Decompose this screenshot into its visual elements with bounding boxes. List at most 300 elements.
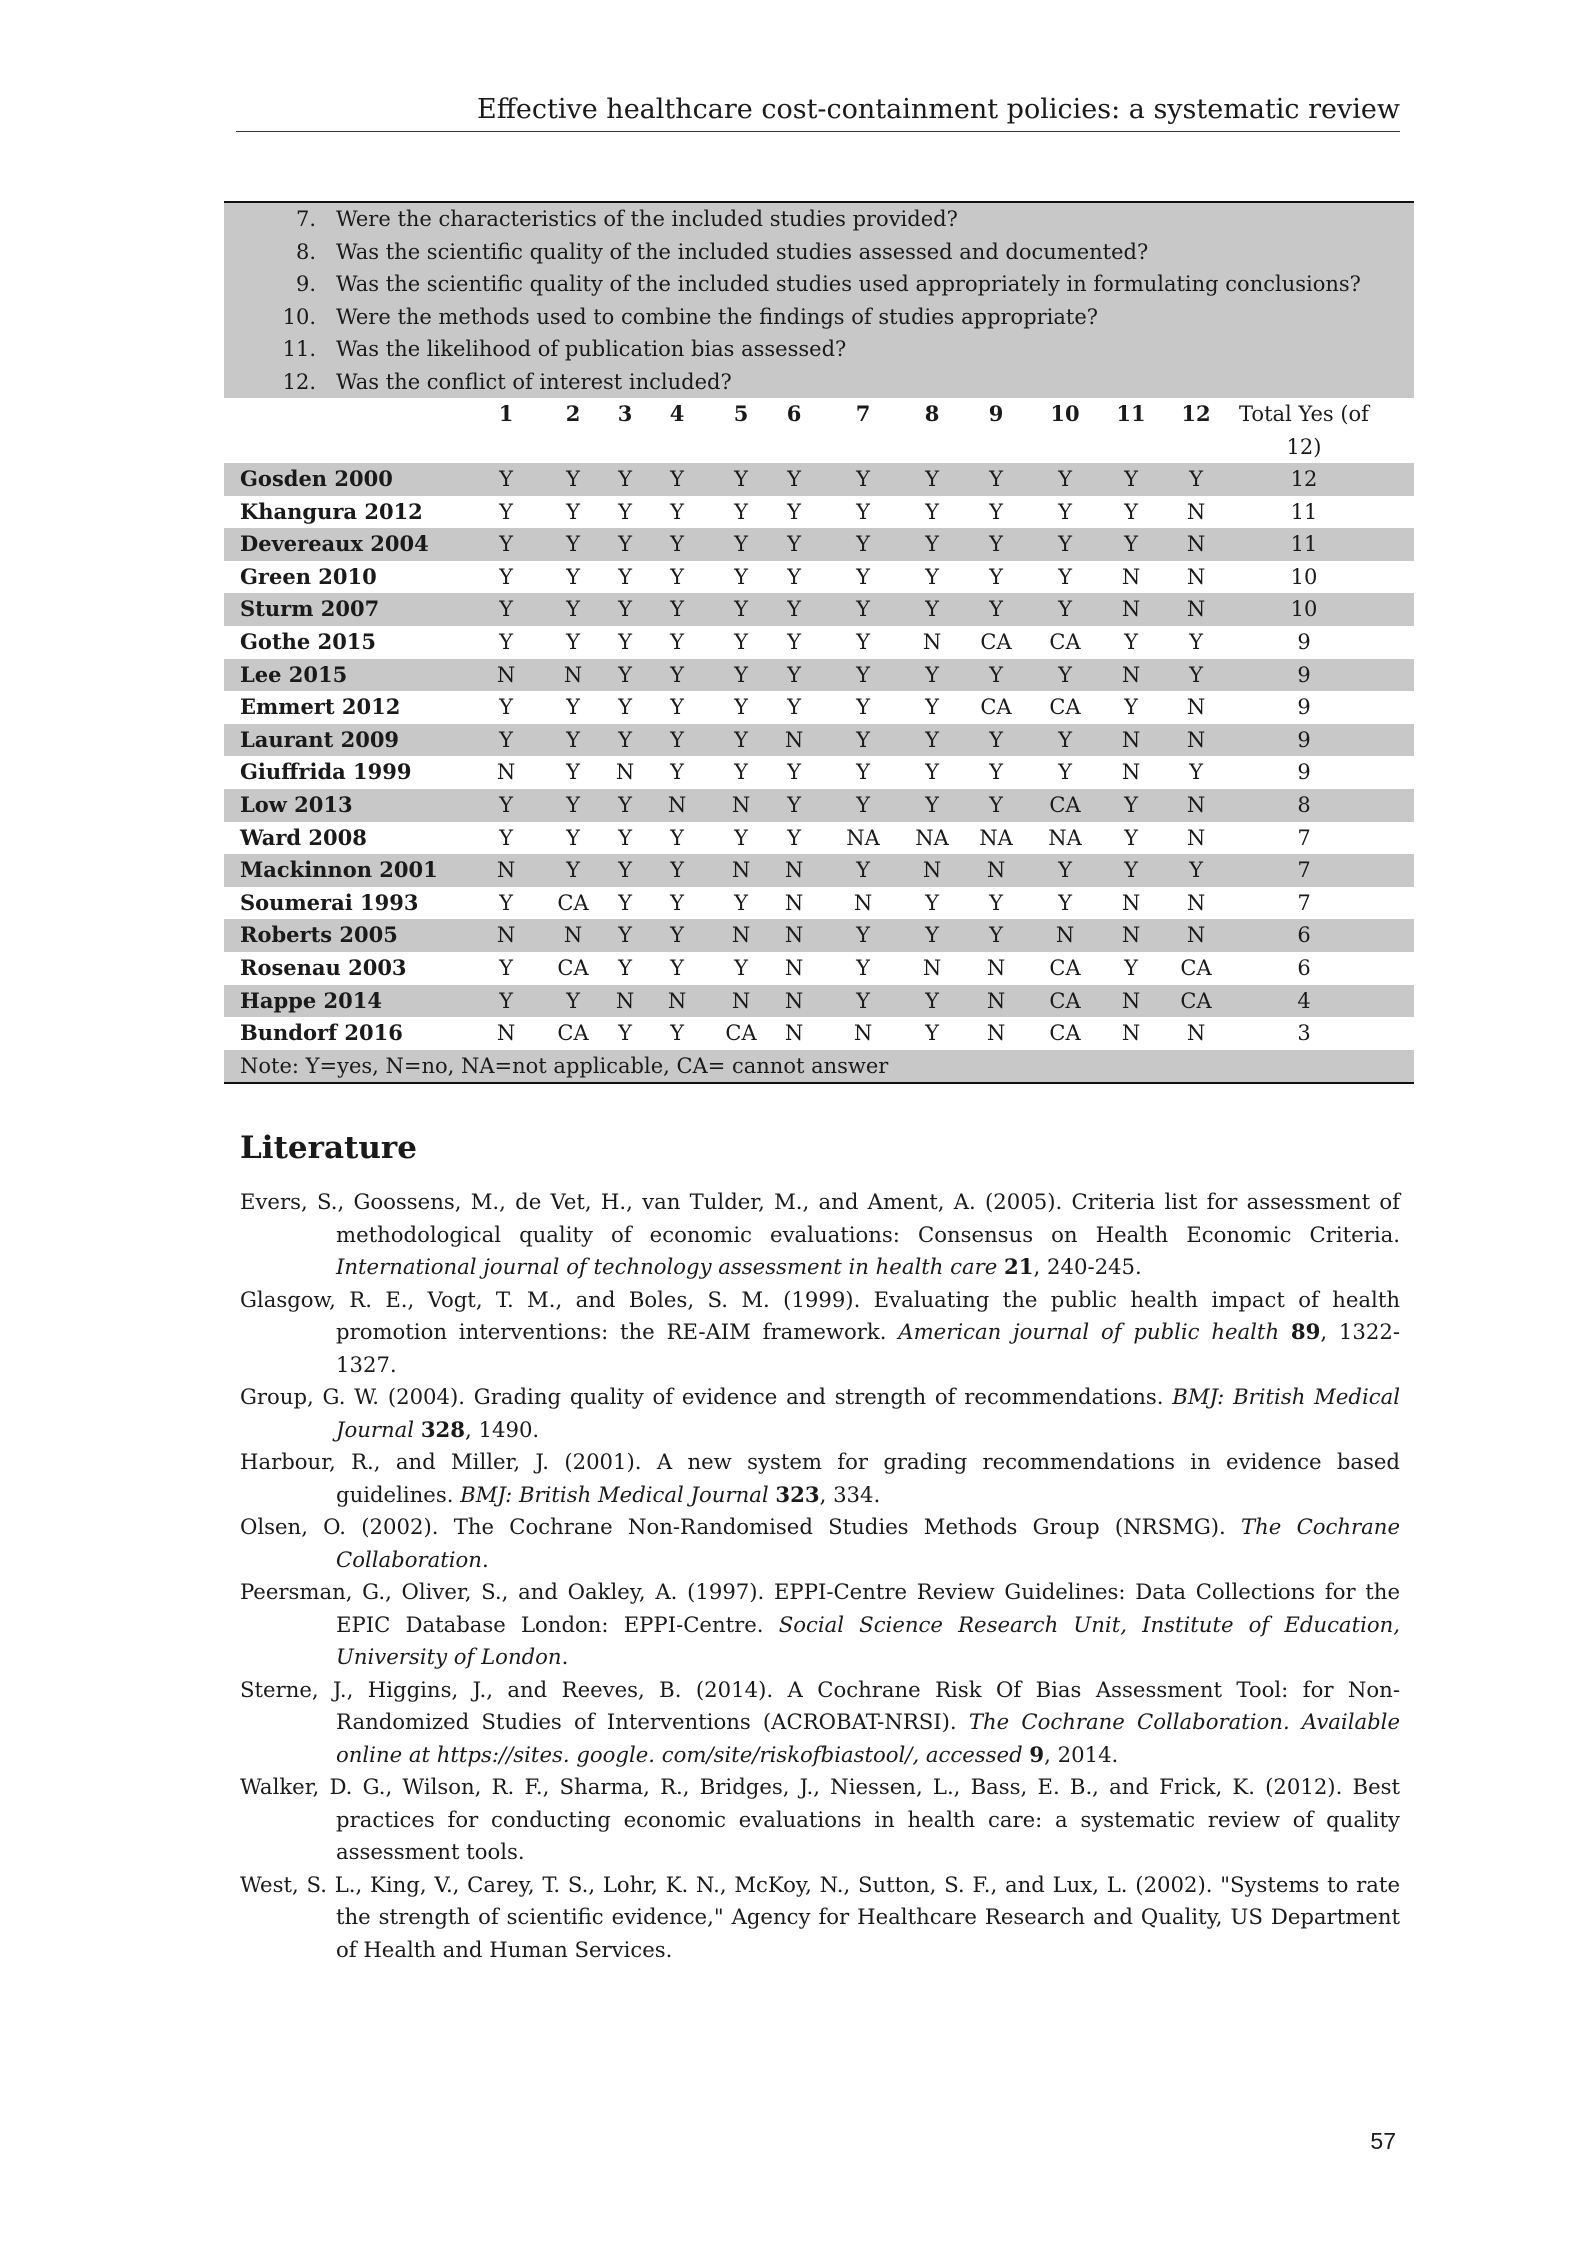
criterion-cell: Y [734, 727, 748, 752]
criterion-cell: Y [1124, 629, 1138, 654]
study-name: Rosenau 2003 [240, 954, 407, 980]
reference-item [240, 1446, 1400, 1511]
criterion-cell: Y [787, 825, 801, 850]
criterion-cell: Y [1124, 467, 1138, 491]
criterion-cell: Y [618, 467, 632, 491]
criterion-cell: N [853, 1021, 873, 1046]
criterion-cell: CA [557, 890, 589, 915]
criterion-cell: Y [787, 662, 801, 687]
column-header-10: 10 [1050, 401, 1080, 426]
reference-text: BMJ: British Medical Journal [336, 1384, 1400, 1442]
reference-text: , 1490. [465, 1416, 540, 1442]
criterion-cell: N [1186, 564, 1206, 589]
criterion-cell: Y [734, 760, 748, 785]
study-name: Gothe 2015 [240, 628, 377, 654]
criterion-cell: Y [925, 988, 939, 1013]
criterion-cell: N [1121, 727, 1141, 752]
criterion-item [224, 203, 1414, 236]
reference-text: The Cochrane Collaboration [336, 1514, 1400, 1572]
criterion-cell: N [986, 955, 1006, 980]
criterion-cell: Y [856, 955, 870, 980]
column-header-9: 9 [988, 401, 1004, 426]
criterion-cell: Y [670, 727, 684, 752]
criterion-cell: CA [1049, 629, 1081, 654]
reference-text: Group, G. W. (2004). Grading quality of evidence and strength of recommendations. [240, 1384, 1173, 1409]
total-yes: 4 [1297, 988, 1311, 1013]
criterion-cell: Y [499, 467, 513, 491]
criterion-item [224, 366, 1414, 399]
criterion-cell: NA [1048, 825, 1082, 850]
criterion-cell: Y [856, 532, 870, 557]
table-row [224, 626, 1414, 659]
table-row [224, 593, 1414, 626]
total-yes: 7 [1297, 890, 1311, 915]
criterion-cell: Y [566, 499, 580, 524]
criterion-cell: Y [670, 467, 684, 491]
column-header-2: 2 [565, 401, 581, 426]
criterion-cell: N [1121, 923, 1141, 948]
total-yes: 6 [1297, 923, 1311, 948]
reference-text: 328 [420, 1416, 466, 1442]
table-body [224, 463, 1414, 1050]
column-header-1: 1 [498, 401, 514, 426]
criterion-cell: Y [499, 890, 513, 915]
reference-text: 89 [1290, 1319, 1321, 1344]
reference-item [240, 1869, 1400, 1967]
criterion-cell: Y [618, 792, 632, 817]
total-yes: 10 [1290, 564, 1318, 589]
criterion-cell: Y [925, 662, 939, 687]
total-yes: 9 [1297, 695, 1311, 720]
criterion-cell: Y [618, 695, 632, 720]
criterion-cell: N [784, 988, 804, 1013]
criterion-cell: Y [787, 629, 801, 654]
criterion-cell: CA [557, 955, 589, 980]
reference-text: Evers, S., Goossens, M., de Vet, H., van Tulder, M., and Ament, A. (2005). Criteria list for assessment of methodological quality of economic evaluations: Consensus on Health Economic Criteria. [240, 1189, 1400, 1247]
criterion-cell: N [1121, 890, 1141, 915]
study-name: Mackinnon 2001 [240, 857, 438, 883]
criterion-cell: Y [734, 532, 748, 557]
criterion-cell: Y [618, 629, 632, 654]
criterion-cell: Y [499, 629, 513, 654]
criterion-cell: Y [925, 467, 939, 491]
reference-text: . [561, 1644, 569, 1669]
column-header-4: 4 [669, 401, 685, 426]
criterion-cell: N [784, 923, 804, 948]
column-header-5: 5 [733, 401, 749, 426]
criterion-cell: N [731, 858, 751, 883]
criterion-cell: CA [1180, 955, 1212, 980]
criterion-cell: Y [856, 499, 870, 524]
criterion-cell: Y [734, 955, 748, 980]
criterion-cell: N [784, 1021, 804, 1046]
column-header-6: 6 [786, 401, 802, 426]
reference-text: Sterne, J., Higgins, J., and Reeves, B. (2014). A Cochrane Risk Of Bias Assessment Tool: for Non-Randomized Studies of Interventions (ACROBAT-NRSI). [240, 1676, 1400, 1734]
criterion-cell: Y [1058, 467, 1072, 491]
study-name: Laurant 2009 [240, 726, 400, 752]
criterion-cell: Y [566, 727, 580, 752]
criterion-cell: Y [566, 467, 580, 491]
criterion-number: 11. [282, 337, 316, 361]
criterion-cell: CA [1049, 1021, 1081, 1046]
criterion-cell: Y [566, 629, 580, 654]
reference-text: American journal of public health [898, 1319, 1291, 1344]
table-row [224, 854, 1414, 887]
criterion-cell: CA [725, 1021, 757, 1046]
criterion-cell: Y [499, 564, 513, 589]
criterion-cell: N [784, 955, 804, 980]
criterion-cell: N [853, 890, 873, 915]
criterion-cell: N [1121, 1021, 1141, 1046]
criterion-cell: N [731, 923, 751, 948]
study-name: Giuffrida 1999 [240, 759, 412, 785]
criterion-cell: CA [1049, 792, 1081, 817]
criterion-cell: Y [670, 532, 684, 557]
criterion-cell: N [563, 923, 583, 948]
criterion-cell: Y [856, 467, 870, 491]
criterion-cell: N [731, 988, 751, 1013]
study-name: Roberts 2005 [240, 922, 398, 948]
study-name: Khangura 2012 [240, 498, 423, 524]
criterion-cell: Y [566, 564, 580, 589]
total-label-line2: 12) [1286, 434, 1322, 459]
total-yes: 7 [1297, 825, 1311, 850]
criterion-cell: Y [989, 662, 1003, 687]
criterion-cell: Y [1124, 695, 1138, 720]
criterion-cell: Y [856, 988, 870, 1013]
criterion-cell: Y [989, 532, 1003, 557]
criterion-cell: N [986, 988, 1006, 1013]
criterion-cell: Y [1058, 662, 1072, 687]
reference-text: , 334. [819, 1481, 881, 1507]
criterion-number: 7. [295, 207, 316, 231]
criterion-cell: Y [925, 532, 939, 557]
criterion-cell: Y [670, 890, 684, 915]
criterion-cell: CA [1049, 955, 1081, 980]
criterion-cell: Y [989, 499, 1003, 524]
criterion-cell: Y [1124, 792, 1138, 817]
table-row [224, 528, 1414, 561]
criterion-cell: Y [1058, 858, 1072, 883]
criterion-cell: Y [989, 597, 1003, 622]
criterion-cell: Y [670, 695, 684, 720]
study-name: Low 2013 [240, 791, 353, 817]
criterion-cell: Y [734, 629, 748, 654]
criterion-cell: Y [1189, 760, 1203, 785]
criterion-cell: Y [670, 499, 684, 524]
criterion-cell: Y [618, 858, 632, 883]
column-header-7: 7 [855, 401, 871, 426]
criterion-cell: Y [787, 532, 801, 557]
criterion-cell: N [1186, 923, 1206, 948]
study-name: Ward 2008 [240, 824, 367, 850]
criterion-cell: Y [856, 662, 870, 687]
reference-text: International journal of technology assessment in health care [336, 1254, 1005, 1279]
criterion-cell: Y [856, 597, 870, 622]
criterion-cell: NA [846, 825, 880, 850]
criterion-number: 12. [282, 369, 316, 394]
criterion-cell: Y [1189, 467, 1203, 491]
reference-item [240, 1381, 1400, 1446]
table-row [224, 1017, 1414, 1050]
criterion-cell: Y [566, 695, 580, 720]
criterion-cell: Y [670, 760, 684, 785]
reference-text: , 240-245. [1033, 1254, 1142, 1279]
criterion-cell: Y [1189, 662, 1203, 687]
criteria-list [224, 203, 1414, 398]
criterion-cell: N [1186, 597, 1206, 622]
criterion-cell: Y [618, 923, 632, 948]
reference-text: Social Science Research Unit, Institute of Education, University of London [336, 1611, 1400, 1669]
total-yes: 6 [1297, 955, 1311, 980]
criterion-cell: N [1055, 923, 1075, 948]
criterion-cell: Y [734, 695, 748, 720]
criterion-cell: N [1121, 597, 1141, 622]
criterion-cell: Y [566, 792, 580, 817]
criterion-cell: Y [734, 499, 748, 524]
criterion-cell: Y [925, 923, 939, 948]
criterion-cell: Y [989, 923, 1003, 948]
criterion-cell: Y [734, 564, 748, 589]
reference-text: 21 [1004, 1254, 1034, 1279]
criterion-cell: N [1186, 1021, 1206, 1046]
criterion-cell: Y [566, 858, 580, 883]
criterion-cell: Y [499, 532, 513, 557]
criterion-cell: Y [1058, 597, 1072, 622]
criterion-cell: Y [787, 499, 801, 524]
criterion-cell: Y [1189, 629, 1203, 654]
criterion-cell: N [1186, 499, 1206, 524]
criterion-cell: N [1186, 825, 1206, 850]
total-yes: 9 [1297, 727, 1311, 752]
criterion-cell: Y [787, 564, 801, 589]
table-row [224, 463, 1414, 496]
criterion-cell: Y [499, 597, 513, 622]
criterion-cell: Y [670, 564, 684, 589]
criterion-cell: Y [989, 727, 1003, 752]
study-name: Devereaux 2004 [240, 531, 429, 557]
criterion-cell: Y [925, 499, 939, 524]
criterion-cell: CA [557, 1021, 589, 1046]
reference-text: Olsen, O. (2002). The Cochrane Non-Randomised Studies Methods Group (NRSMG). [240, 1514, 1242, 1539]
criterion-cell: Y [989, 467, 1003, 491]
table-row [224, 952, 1414, 985]
reference-text: The Cochrane Collaboration. Available online at https://sites. google. com/site/riskofbiastool/, accessed [336, 1709, 1400, 1767]
criterion-cell: Y [1124, 858, 1138, 883]
literature-heading: Literature [240, 1130, 417, 1166]
criterion-cell: Y [499, 792, 513, 817]
criterion-cell: Y [499, 499, 513, 524]
reference-text: Walker, D. G., Wilson, R. F., Sharma, R., Bridges, J., Niessen, L., Bass, E. B., and Frick, K. (2012). Best practices for conducting economic evaluations in health care: a systematic review of quality assessment tools. [240, 1774, 1400, 1864]
criterion-cell: Y [925, 1021, 939, 1046]
quality-assessment-table [224, 201, 1414, 1084]
criterion-cell: Y [856, 727, 870, 752]
criterion-cell: N [784, 858, 804, 883]
reference-item [240, 1771, 1400, 1869]
criterion-cell: N [1186, 727, 1206, 752]
reference-text: 323 [775, 1481, 820, 1507]
table-row [224, 691, 1414, 724]
criterion-item [224, 301, 1414, 334]
criterion-cell: CA [980, 629, 1012, 654]
criterion-cell: Y [787, 597, 801, 622]
total-yes: 11 [1290, 499, 1318, 524]
reference-item [240, 1186, 1400, 1284]
criterion-cell: Y [856, 923, 870, 948]
criterion-cell: N [922, 955, 942, 980]
criterion-cell: N [1186, 890, 1206, 915]
criterion-cell: Y [734, 467, 748, 491]
table-row [224, 561, 1414, 594]
criterion-number: 8. [295, 239, 316, 264]
total-label-line1: Total Yes (of [1239, 402, 1369, 426]
criterion-cell: Y [1058, 890, 1072, 915]
criterion-cell: Y [670, 662, 684, 687]
study-name: Sturm 2007 [240, 596, 380, 622]
reference-text: 9 [1029, 1741, 1045, 1767]
criterion-cell: N [563, 662, 583, 687]
criterion-cell: Y [618, 662, 632, 687]
criterion-cell: Y [787, 695, 801, 720]
total-yes: 10 [1290, 597, 1318, 622]
study-name: Emmert 2012 [240, 694, 401, 720]
criterion-cell: Y [1058, 532, 1072, 557]
page-number: 57 [1370, 2128, 1396, 2154]
criterion-cell: Y [1124, 955, 1138, 980]
table-row [224, 724, 1414, 757]
criterion-cell: Y [1189, 858, 1203, 883]
criterion-item [224, 268, 1414, 301]
column-header-12: 12 [1181, 401, 1211, 426]
criterion-cell: Y [566, 988, 580, 1013]
study-name: Green 2010 [240, 563, 377, 589]
reference-text: , 1322-1327. [336, 1319, 1400, 1377]
criterion-cell: Y [925, 792, 939, 817]
criterion-cell: Y [989, 760, 1003, 785]
table-note: Note: Y=yes, N=no, NA=not applicable, CA= cannot answer [224, 1050, 1414, 1085]
criterion-text: Was the scientific quality of the included studies used appropriately in formulating conclusions? [336, 272, 1361, 296]
reference-text: . [481, 1546, 489, 1572]
criterion-cell: Y [670, 923, 684, 948]
study-name: Lee 2015 [240, 661, 348, 687]
criterion-text: Were the characteristics of the included studies provided? [336, 207, 958, 231]
reference-list [240, 1186, 1400, 1966]
total-yes: 9 [1297, 662, 1311, 687]
criterion-cell: N [1186, 792, 1206, 817]
criterion-text: Was the likelihood of publication bias assessed? [336, 337, 847, 361]
criterion-cell: CA [1180, 988, 1212, 1013]
criterion-cell: Y [566, 532, 580, 557]
criterion-cell: Y [566, 760, 580, 785]
criterion-cell: Y [925, 890, 939, 915]
column-header-11: 11 [1116, 401, 1146, 426]
criterion-cell: Y [787, 467, 801, 491]
reference-text: Glasgow, R. E., Vogt, T. M., and Boles, S. M. (1999). Evaluating the public health impact of health promotion interventions: the RE-AIM framework. [240, 1286, 1400, 1344]
criterion-cell: N [496, 923, 516, 948]
table-row [224, 789, 1414, 822]
criterion-cell: Y [925, 760, 939, 785]
study-name: Soumerai 1993 [240, 889, 419, 915]
table-row [224, 985, 1414, 1018]
column-header-8: 8 [924, 401, 940, 426]
criterion-cell: N [496, 1021, 516, 1046]
total-yes: 9 [1297, 760, 1311, 785]
criterion-number: 10. [282, 304, 316, 329]
criterion-cell: Y [989, 564, 1003, 589]
criterion-cell: N [922, 629, 942, 654]
criterion-cell: Y [566, 825, 580, 850]
criterion-cell: N [784, 727, 804, 752]
header-rule [236, 131, 1400, 132]
reference-text: , 2014. [1044, 1741, 1119, 1767]
reference-item [240, 1576, 1400, 1674]
criterion-cell: N [667, 988, 687, 1013]
criterion-cell: Y [670, 1021, 684, 1046]
criterion-cell: N [615, 760, 635, 785]
running-header: Effective healthcare cost-containment policies: a systematic review [477, 94, 1400, 125]
criterion-cell: Y [1058, 727, 1072, 752]
study-name: Happe 2014 [240, 987, 382, 1013]
criterion-text: Was the conflict of interest included? [336, 369, 732, 394]
criterion-cell: Y [670, 629, 684, 654]
column-header-row [224, 398, 1414, 463]
criterion-cell: Y [734, 890, 748, 915]
column-header-total [1224, 398, 1384, 463]
criterion-cell: Y [1058, 499, 1072, 524]
criterion-item [224, 236, 1414, 269]
total-yes: 11 [1290, 532, 1318, 557]
criterion-cell: Y [618, 499, 632, 524]
total-yes: 7 [1297, 858, 1311, 883]
criterion-cell: N [1121, 760, 1141, 785]
criterion-cell: Y [925, 727, 939, 752]
table-row [224, 756, 1414, 789]
criterion-cell: Y [618, 1021, 632, 1046]
reference-item [240, 1284, 1400, 1382]
criterion-cell: Y [856, 760, 870, 785]
reference-item [240, 1674, 1400, 1772]
criterion-cell: N [1121, 564, 1141, 589]
criterion-text: Were the methods used to combine the findings of studies appropriate? [336, 304, 1099, 329]
criterion-cell: Y [618, 825, 632, 850]
criterion-cell: N [1186, 695, 1206, 720]
table-row [224, 887, 1414, 920]
criterion-cell: Y [618, 597, 632, 622]
criterion-cell: Y [856, 858, 870, 883]
criterion-cell: Y [856, 792, 870, 817]
table-row [224, 919, 1414, 952]
criterion-cell: Y [989, 792, 1003, 817]
criterion-cell: Y [856, 695, 870, 720]
criterion-cell: Y [618, 727, 632, 752]
total-yes: 12 [1290, 467, 1318, 491]
criterion-cell: Y [925, 597, 939, 622]
criterion-cell: N [784, 890, 804, 915]
criterion-cell: N [986, 858, 1006, 883]
criterion-cell: Y [1058, 564, 1072, 589]
reference-item [240, 1511, 1400, 1576]
table-row [224, 659, 1414, 692]
criterion-item [224, 333, 1414, 366]
reference-text: Peersman, G., Oliver, S., and Oakley, A. (1997). EPPI-Centre Review Guidelines: Data Collections for the EPIC Database London: EPPI-Centre. [240, 1579, 1400, 1637]
criterion-cell: N [1121, 988, 1141, 1013]
criterion-cell: CA [1049, 695, 1081, 720]
criterion-cell: Y [1058, 760, 1072, 785]
criterion-cell: N [667, 792, 687, 817]
criterion-cell: CA [1049, 988, 1081, 1013]
study-name: Gosden 2000 [240, 466, 393, 491]
criterion-cell: Y [670, 825, 684, 850]
